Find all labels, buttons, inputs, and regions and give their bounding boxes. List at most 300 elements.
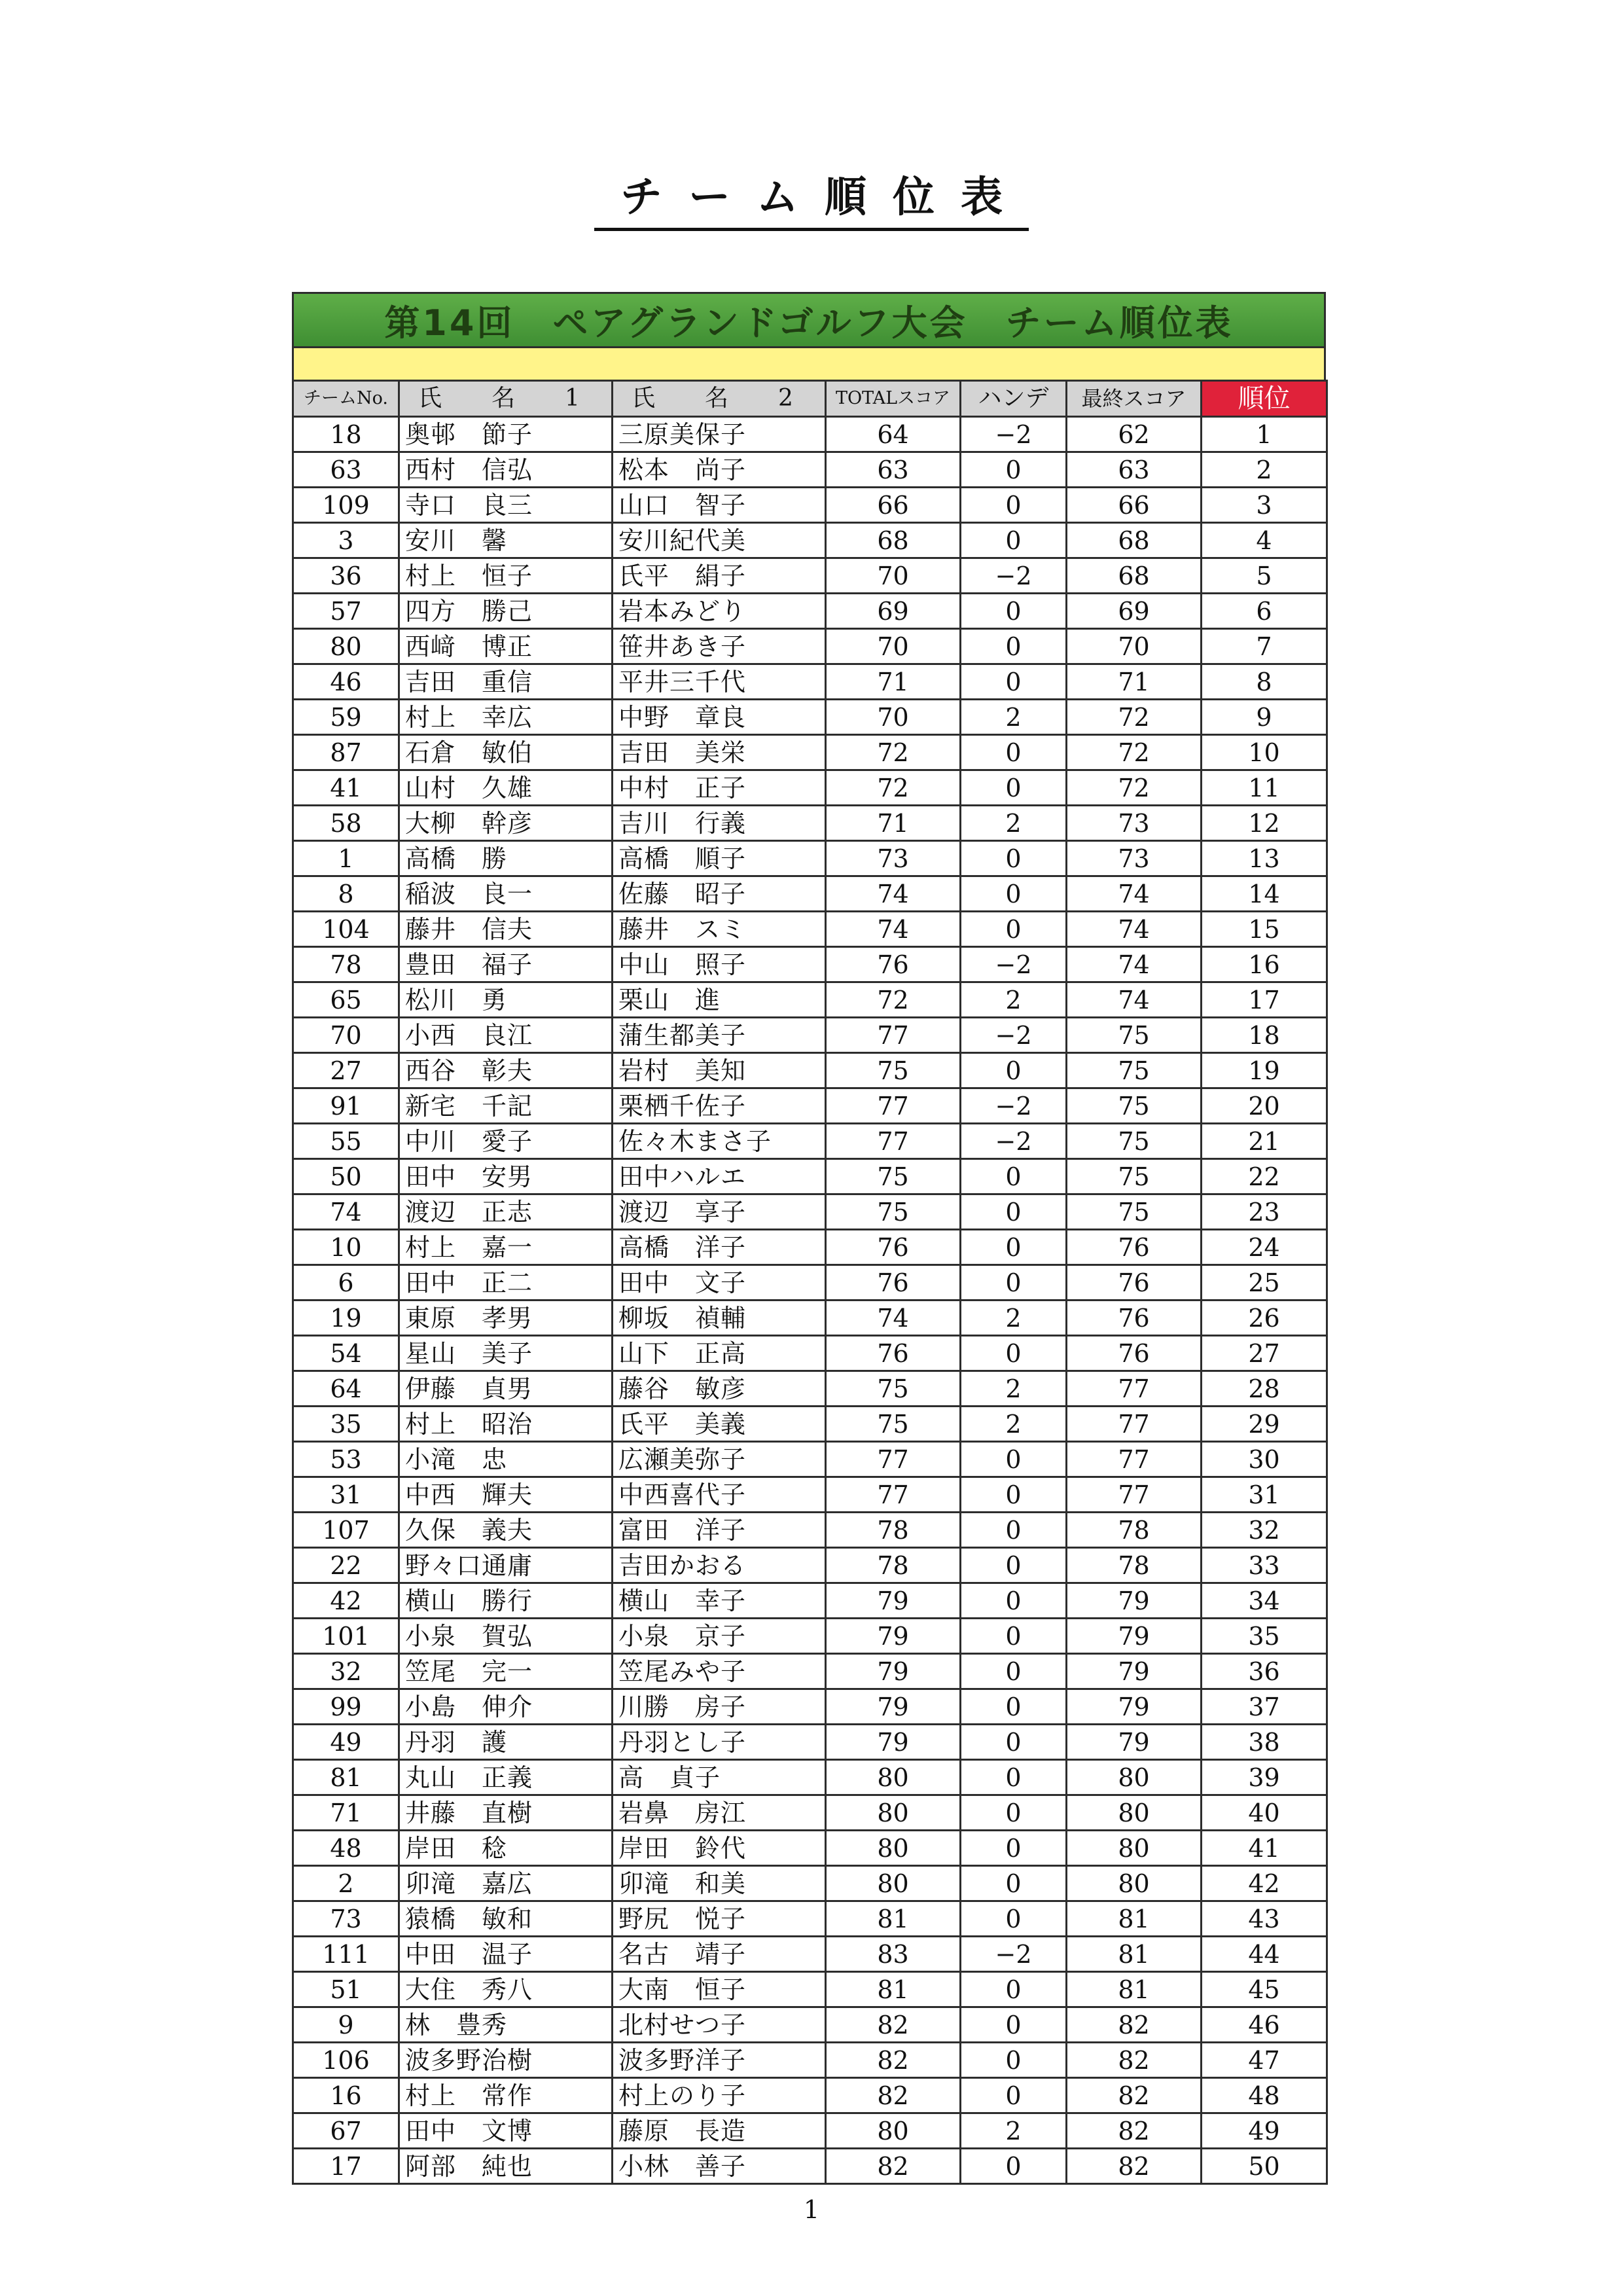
total-score-cell: 64	[826, 417, 961, 452]
total-score-cell: 82	[826, 2078, 961, 2113]
team-no-cell: 73	[293, 1901, 399, 1937]
total-score-cell: 75	[826, 1053, 961, 1088]
rank-cell: 26	[1202, 1300, 1327, 1336]
table-row	[293, 1901, 1327, 1937]
total-score-cell: 77	[826, 1477, 961, 1513]
handicap-cell: 0	[961, 1972, 1067, 2007]
handicap-cell: 0	[961, 1866, 1067, 1901]
team-no-cell: 10	[293, 1230, 399, 1265]
rank-cell: 10	[1202, 735, 1327, 770]
total-score-cell: 68	[826, 523, 961, 558]
table-row	[293, 2007, 1327, 2043]
total-score-cell: 80	[826, 2113, 961, 2149]
team-no-cell: 59	[293, 700, 399, 735]
name1-cell: 村上 幸広	[399, 700, 613, 735]
name1-cell: 田中 安男	[399, 1159, 613, 1194]
team-no-cell: 31	[293, 1477, 399, 1513]
total-score-cell: 80	[826, 1795, 961, 1831]
team-no-cell: 8	[293, 876, 399, 912]
final-score-cell: 77	[1067, 1442, 1202, 1477]
handicap-cell: 0	[961, 1725, 1067, 1760]
header-name2: 氏 名 2	[613, 381, 826, 417]
final-score-cell: 75	[1067, 1124, 1202, 1159]
rank-cell: 8	[1202, 664, 1327, 700]
handicap-cell: 0	[961, 2078, 1067, 2113]
table-row	[293, 2113, 1327, 2149]
rank-cell: 9	[1202, 700, 1327, 735]
final-score-cell: 75	[1067, 1194, 1202, 1230]
final-score-cell: 79	[1067, 1619, 1202, 1654]
final-score-cell: 76	[1067, 1336, 1202, 1371]
team-no-cell: 48	[293, 1831, 399, 1866]
table-row	[293, 1407, 1327, 1442]
team-no-cell: 51	[293, 1972, 399, 2007]
table-row	[293, 1619, 1327, 1654]
table-row	[293, 629, 1327, 664]
name2-cell: 藤谷 敏彦	[613, 1371, 826, 1407]
handicap-cell: 0	[961, 1442, 1067, 1477]
final-score-cell: 74	[1067, 947, 1202, 982]
rank-cell: 31	[1202, 1477, 1327, 1513]
handicap-cell: 0	[961, 488, 1067, 523]
final-score-cell: 80	[1067, 1866, 1202, 1901]
name2-cell: 岩本みどり	[613, 594, 826, 629]
rank-cell: 46	[1202, 2007, 1327, 2043]
rank-cell: 29	[1202, 1407, 1327, 1442]
name2-cell: 佐藤 昭子	[613, 876, 826, 912]
name2-cell: 川勝 房子	[613, 1689, 826, 1725]
table-row	[293, 770, 1327, 806]
final-score-cell: 75	[1067, 1053, 1202, 1088]
handicap-cell: 0	[961, 1901, 1067, 1937]
rank-cell: 21	[1202, 1124, 1327, 1159]
name2-cell: 卯滝 和美	[613, 1866, 826, 1901]
name2-cell: 高橋 洋子	[613, 1230, 826, 1265]
name2-cell: 氏平 美義	[613, 1407, 826, 1442]
table-row	[293, 1760, 1327, 1795]
final-score-cell: 79	[1067, 1725, 1202, 1760]
table-row	[293, 2043, 1327, 2078]
final-score-cell: 76	[1067, 1230, 1202, 1265]
name2-cell: 岩鼻 房江	[613, 1795, 826, 1831]
name2-cell: 藤井 スミ	[613, 912, 826, 947]
total-score-cell: 72	[826, 982, 961, 1018]
rank-cell: 27	[1202, 1336, 1327, 1371]
name2-cell: 松本 尚子	[613, 452, 826, 488]
team-no-cell: 63	[293, 452, 399, 488]
final-score-cell: 74	[1067, 982, 1202, 1018]
table-row	[293, 1442, 1327, 1477]
final-score-cell: 72	[1067, 735, 1202, 770]
name2-cell: 広瀬美弥子	[613, 1442, 826, 1477]
rank-cell: 20	[1202, 1088, 1327, 1124]
total-score-cell: 80	[826, 1831, 961, 1866]
total-score-cell: 75	[826, 1159, 961, 1194]
final-score-cell: 62	[1067, 417, 1202, 452]
rank-cell: 3	[1202, 488, 1327, 523]
team-no-cell: 67	[293, 2113, 399, 2149]
team-no-cell: 54	[293, 1336, 399, 1371]
name2-cell: 栗栖千佐子	[613, 1088, 826, 1124]
table-row	[293, 1583, 1327, 1619]
total-score-cell: 73	[826, 841, 961, 876]
final-score-cell: 69	[1067, 594, 1202, 629]
total-score-cell: 75	[826, 1194, 961, 1230]
team-no-cell: 101	[293, 1619, 399, 1654]
name1-cell: 安川 馨	[399, 523, 613, 558]
total-score-cell: 76	[826, 1265, 961, 1300]
name1-cell: 村上 嘉一	[399, 1230, 613, 1265]
table-row	[293, 1795, 1327, 1831]
name1-cell: 久保 義夫	[399, 1513, 613, 1548]
name1-cell: 小滝 忠	[399, 1442, 613, 1477]
name1-cell: 小泉 賀弘	[399, 1619, 613, 1654]
total-score-cell: 74	[826, 876, 961, 912]
rank-cell: 1	[1202, 417, 1327, 452]
table-row	[293, 1548, 1327, 1583]
handicap-cell: 0	[961, 1548, 1067, 1583]
final-score-cell: 68	[1067, 523, 1202, 558]
table-row	[293, 1689, 1327, 1725]
total-score-cell: 81	[826, 1901, 961, 1937]
handicap-cell: 2	[961, 806, 1067, 841]
total-score-cell: 70	[826, 629, 961, 664]
final-score-cell: 72	[1067, 700, 1202, 735]
table-row	[293, 523, 1327, 558]
header-handicap: ハンデ	[961, 381, 1067, 417]
team-no-cell: 64	[293, 1371, 399, 1407]
rank-cell: 13	[1202, 841, 1327, 876]
name1-cell: 丹羽 護	[399, 1725, 613, 1760]
name1-cell: 西谷 彰夫	[399, 1053, 613, 1088]
table-row	[293, 876, 1327, 912]
team-no-cell: 3	[293, 523, 399, 558]
team-no-cell: 35	[293, 1407, 399, 1442]
name1-cell: 林 豊秀	[399, 2007, 613, 2043]
name2-cell: 栗山 進	[613, 982, 826, 1018]
name1-cell: 小西 良江	[399, 1018, 613, 1053]
name2-cell: 吉田 美栄	[613, 735, 826, 770]
final-score-cell: 80	[1067, 1795, 1202, 1831]
final-score-cell: 80	[1067, 1831, 1202, 1866]
rank-cell: 15	[1202, 912, 1327, 947]
final-score-cell: 63	[1067, 452, 1202, 488]
total-score-cell: 70	[826, 558, 961, 594]
name2-cell: 野尻 悦子	[613, 1901, 826, 1937]
rank-cell: 24	[1202, 1230, 1327, 1265]
rank-cell: 50	[1202, 2149, 1327, 2184]
team-no-cell: 18	[293, 417, 399, 452]
table-row	[293, 735, 1327, 770]
rank-cell: 30	[1202, 1442, 1327, 1477]
total-score-cell: 80	[826, 1866, 961, 1901]
rank-cell: 28	[1202, 1371, 1327, 1407]
team-no-cell: 81	[293, 1760, 399, 1795]
rank-cell: 48	[1202, 2078, 1327, 2113]
total-score-cell: 79	[826, 1725, 961, 1760]
total-score-cell: 74	[826, 912, 961, 947]
table-row	[293, 1300, 1327, 1336]
header-name1: 氏 名 1	[399, 381, 613, 417]
name1-cell: 岸田 稔	[399, 1831, 613, 1866]
rank-cell: 41	[1202, 1831, 1327, 1866]
name1-cell: 東原 孝男	[399, 1300, 613, 1336]
name1-cell: 大住 秀八	[399, 1972, 613, 2007]
table-row	[293, 1866, 1327, 1901]
name1-cell: 卯滝 嘉広	[399, 1866, 613, 1901]
table-row	[293, 1972, 1327, 2007]
name2-cell: 北村せつ子	[613, 2007, 826, 2043]
table-row	[293, 1018, 1327, 1053]
name1-cell: 村上 常作	[399, 2078, 613, 2113]
name2-cell: 渡辺 享子	[613, 1194, 826, 1230]
final-score-cell: 71	[1067, 664, 1202, 700]
name1-cell: 奥邨 節子	[399, 417, 613, 452]
rank-cell: 18	[1202, 1018, 1327, 1053]
table-row	[293, 1088, 1327, 1124]
total-score-cell: 83	[826, 1937, 961, 1972]
table-row	[293, 841, 1327, 876]
total-score-cell: 71	[826, 664, 961, 700]
total-score-cell: 75	[826, 1371, 961, 1407]
final-score-cell: 82	[1067, 2113, 1202, 2149]
team-no-cell: 78	[293, 947, 399, 982]
handicap-cell: −2	[961, 558, 1067, 594]
name2-cell: 大南 恒子	[613, 1972, 826, 2007]
name1-cell: 野々口通庸	[399, 1548, 613, 1583]
handicap-cell: 0	[961, 1513, 1067, 1548]
table-row	[293, 1831, 1327, 1866]
table-row	[293, 1265, 1327, 1300]
name2-cell: 中西喜代子	[613, 1477, 826, 1513]
rank-cell: 37	[1202, 1689, 1327, 1725]
name2-cell: 平井三千代	[613, 664, 826, 700]
page-title: チーム順位表	[0, 171, 1623, 231]
team-no-cell: 16	[293, 2078, 399, 2113]
name2-cell: 佐々木まさ子	[613, 1124, 826, 1159]
name2-cell: 山下 正高	[613, 1336, 826, 1371]
name1-cell: 丸山 正義	[399, 1760, 613, 1795]
team-no-cell: 87	[293, 735, 399, 770]
handicap-cell: 0	[961, 664, 1067, 700]
rank-cell: 39	[1202, 1760, 1327, 1795]
table-row	[293, 947, 1327, 982]
table-row	[293, 664, 1327, 700]
total-score-cell: 74	[826, 1300, 961, 1336]
total-score-cell: 66	[826, 488, 961, 523]
final-score-cell: 75	[1067, 1159, 1202, 1194]
name2-cell: 氏平 絹子	[613, 558, 826, 594]
handicap-cell: 0	[961, 1053, 1067, 1088]
name1-cell: 伊藤 貞男	[399, 1371, 613, 1407]
team-no-cell: 71	[293, 1795, 399, 1831]
rank-cell: 12	[1202, 806, 1327, 841]
final-score-cell: 76	[1067, 1265, 1202, 1300]
header-team-no: チームNo.	[293, 381, 399, 417]
name1-cell: 村上 昭治	[399, 1407, 613, 1442]
team-no-cell: 65	[293, 982, 399, 1018]
team-no-cell: 58	[293, 806, 399, 841]
final-score-cell: 79	[1067, 1583, 1202, 1619]
handicap-cell: 0	[961, 1336, 1067, 1371]
name2-cell: 岸田 鈴代	[613, 1831, 826, 1866]
final-score-cell: 82	[1067, 2007, 1202, 2043]
table-body	[293, 417, 1327, 2184]
name1-cell: 中田 温子	[399, 1937, 613, 1972]
handicap-cell: 0	[961, 1689, 1067, 1725]
name1-cell: 吉田 重信	[399, 664, 613, 700]
final-score-cell: 75	[1067, 1088, 1202, 1124]
total-score-cell: 69	[826, 594, 961, 629]
team-no-cell: 19	[293, 1300, 399, 1336]
handicap-cell: 0	[961, 523, 1067, 558]
final-score-cell: 82	[1067, 2078, 1202, 2113]
table-row	[293, 1230, 1327, 1265]
rank-cell: 33	[1202, 1548, 1327, 1583]
handicap-cell: 0	[961, 629, 1067, 664]
table-row	[293, 806, 1327, 841]
handicap-cell: −2	[961, 1018, 1067, 1053]
final-score-cell: 77	[1067, 1477, 1202, 1513]
final-score-cell: 73	[1067, 841, 1202, 876]
handicap-cell: 0	[961, 770, 1067, 806]
team-no-cell: 49	[293, 1725, 399, 1760]
handicap-cell: 0	[961, 1265, 1067, 1300]
team-no-cell: 1	[293, 841, 399, 876]
final-score-cell: 77	[1067, 1371, 1202, 1407]
header-final-score: 最終スコア	[1067, 381, 1202, 417]
table-row	[293, 982, 1327, 1018]
name2-cell: 中山 照子	[613, 947, 826, 982]
name1-cell: 渡辺 正志	[399, 1194, 613, 1230]
name1-cell: 笠尾 完一	[399, 1654, 613, 1689]
final-score-cell: 72	[1067, 770, 1202, 806]
name1-cell: 高橋 勝	[399, 841, 613, 876]
total-score-cell: 78	[826, 1513, 961, 1548]
rank-cell: 2	[1202, 452, 1327, 488]
team-ranking-table	[292, 292, 1326, 2185]
page-number: 1	[803, 2195, 820, 2224]
handicap-cell: 2	[961, 1371, 1067, 1407]
final-score-cell: 81	[1067, 1901, 1202, 1937]
name1-cell: 中西 輝夫	[399, 1477, 613, 1513]
name2-cell: 田中 文子	[613, 1265, 826, 1300]
handicap-cell: 0	[961, 2149, 1067, 2184]
name2-cell: 安川紀代美	[613, 523, 826, 558]
rank-cell: 35	[1202, 1619, 1327, 1654]
team-no-cell: 57	[293, 594, 399, 629]
name2-cell: 山口 智子	[613, 488, 826, 523]
table-row	[293, 1053, 1327, 1088]
team-no-cell: 107	[293, 1513, 399, 1548]
team-no-cell: 2	[293, 1866, 399, 1901]
header-row	[293, 381, 1327, 417]
rank-cell: 32	[1202, 1513, 1327, 1548]
rank-cell: 22	[1202, 1159, 1327, 1194]
handicap-cell: 0	[961, 876, 1067, 912]
table-row	[293, 1159, 1327, 1194]
table-banner: 第14回 ペアグランドゴルフ大会 チーム順位表	[292, 292, 1326, 348]
handicap-cell: 0	[961, 1194, 1067, 1230]
name1-cell: 寺口 良三	[399, 488, 613, 523]
rank-cell: 38	[1202, 1725, 1327, 1760]
handicap-cell: −2	[961, 1088, 1067, 1124]
name2-cell: 笠尾みや子	[613, 1654, 826, 1689]
final-score-cell: 66	[1067, 488, 1202, 523]
team-no-cell: 17	[293, 2149, 399, 2184]
team-no-cell: 70	[293, 1018, 399, 1053]
name2-cell: 蒲生都美子	[613, 1018, 826, 1053]
handicap-cell: 0	[961, 1230, 1067, 1265]
rank-cell: 11	[1202, 770, 1327, 806]
table-row	[293, 488, 1327, 523]
final-score-cell: 75	[1067, 1018, 1202, 1053]
rank-cell: 42	[1202, 1866, 1327, 1901]
name2-cell: 岩村 美知	[613, 1053, 826, 1088]
handicap-cell: 2	[961, 1300, 1067, 1336]
name1-cell: 波多野治樹	[399, 2043, 613, 2078]
team-no-cell: 6	[293, 1265, 399, 1300]
name2-cell: 丹羽とし子	[613, 1725, 826, 1760]
name2-cell: 吉田かおる	[613, 1548, 826, 1583]
team-no-cell: 99	[293, 1689, 399, 1725]
team-no-cell: 74	[293, 1194, 399, 1230]
total-score-cell: 79	[826, 1619, 961, 1654]
handicap-cell: 2	[961, 982, 1067, 1018]
name2-cell: 村上のり子	[613, 2078, 826, 2113]
total-score-cell: 82	[826, 2043, 961, 2078]
final-score-cell: 73	[1067, 806, 1202, 841]
final-score-cell: 81	[1067, 1972, 1202, 2007]
table-row	[293, 452, 1327, 488]
name2-cell: 富田 洋子	[613, 1513, 826, 1548]
handicap-cell: −2	[961, 1124, 1067, 1159]
name2-cell: 高 貞子	[613, 1760, 826, 1795]
name1-cell: 稲波 良一	[399, 876, 613, 912]
handicap-cell: 0	[961, 735, 1067, 770]
rank-cell: 34	[1202, 1583, 1327, 1619]
final-score-cell: 82	[1067, 2043, 1202, 2078]
name1-cell: 西村 信弘	[399, 452, 613, 488]
team-no-cell: 50	[293, 1159, 399, 1194]
table-row	[293, 2149, 1327, 2184]
team-no-cell: 41	[293, 770, 399, 806]
total-score-cell: 79	[826, 1689, 961, 1725]
final-score-cell: 68	[1067, 558, 1202, 594]
total-score-cell: 81	[826, 1972, 961, 2007]
team-no-cell: 22	[293, 1548, 399, 1583]
name1-cell: 星山 美子	[399, 1336, 613, 1371]
name1-cell: 四方 勝己	[399, 594, 613, 629]
name2-cell: 笹井あき子	[613, 629, 826, 664]
name2-cell: 三原美保子	[613, 417, 826, 452]
name1-cell: 横山 勝行	[399, 1583, 613, 1619]
name1-cell: 小島 伸介	[399, 1689, 613, 1725]
handicap-cell: −2	[961, 947, 1067, 982]
rank-cell: 25	[1202, 1265, 1327, 1300]
final-score-cell: 78	[1067, 1548, 1202, 1583]
final-score-cell: 77	[1067, 1407, 1202, 1442]
handicap-cell: 2	[961, 1407, 1067, 1442]
name2-cell: 小林 善子	[613, 2149, 826, 2184]
total-score-cell: 71	[826, 806, 961, 841]
name1-cell: 西﨑 博正	[399, 629, 613, 664]
handicap-cell: 0	[961, 452, 1067, 488]
name2-cell: 名古 靖子	[613, 1937, 826, 1972]
table-row	[293, 1937, 1327, 1972]
handicap-cell: 0	[961, 594, 1067, 629]
table-row	[293, 1725, 1327, 1760]
